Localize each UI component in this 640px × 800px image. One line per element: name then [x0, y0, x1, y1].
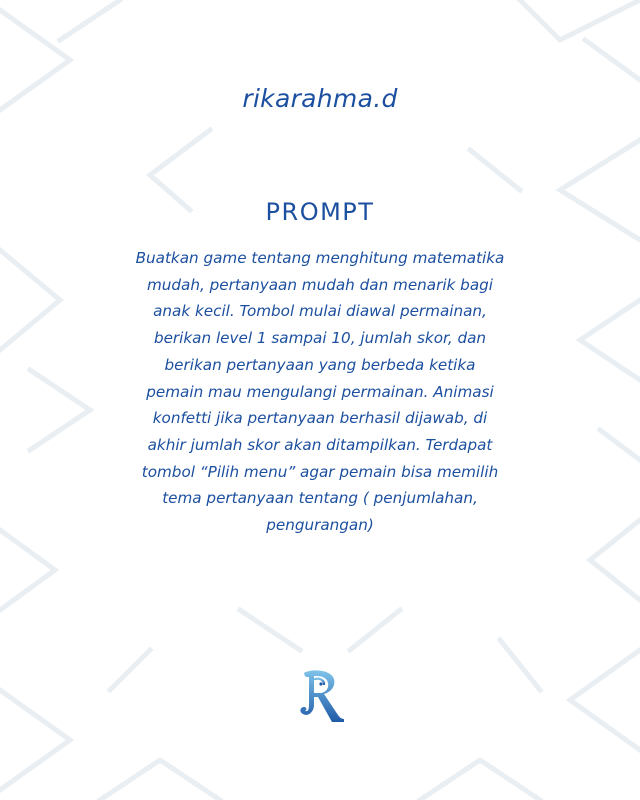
prompt-line: berikan pertanyaan yang berbeda ketika — [164, 355, 476, 374]
prompt-body — [80, 245, 560, 539]
prompt-line: pengurangan) — [266, 516, 374, 535]
prompt-line: akhir jumlah skor akan ditampilkan. Terdapat — [147, 435, 493, 454]
prompt-line: konfetti jika pertanyaan berhasil dijawab, di — [152, 409, 488, 428]
prompt-line: berikan level 1 sampai 10, jumlah skor, dan — [153, 329, 487, 348]
prompt-line: tema pertanyaan tentang ( penjumlahan, — [162, 489, 478, 508]
seahorse-r-logo-icon — [294, 667, 346, 723]
section-heading: PROMPT — [265, 198, 375, 226]
prompt-line: anak kecil. Tombol mulai diawal permainan, — [153, 302, 487, 321]
prompt-line: Buatkan game tentang menghitung matematika — [135, 249, 505, 267]
author-handle: rikarahma.d — [242, 84, 398, 113]
prompt-line: tombol “Pilih menu” agar pemain bisa memilih — [141, 462, 499, 481]
prompt-line: pemain mau mengulangi permainan. Animasi — [146, 382, 494, 401]
prompt-line: mudah, pertanyaan mudah dan menarik bagi — [146, 275, 493, 294]
